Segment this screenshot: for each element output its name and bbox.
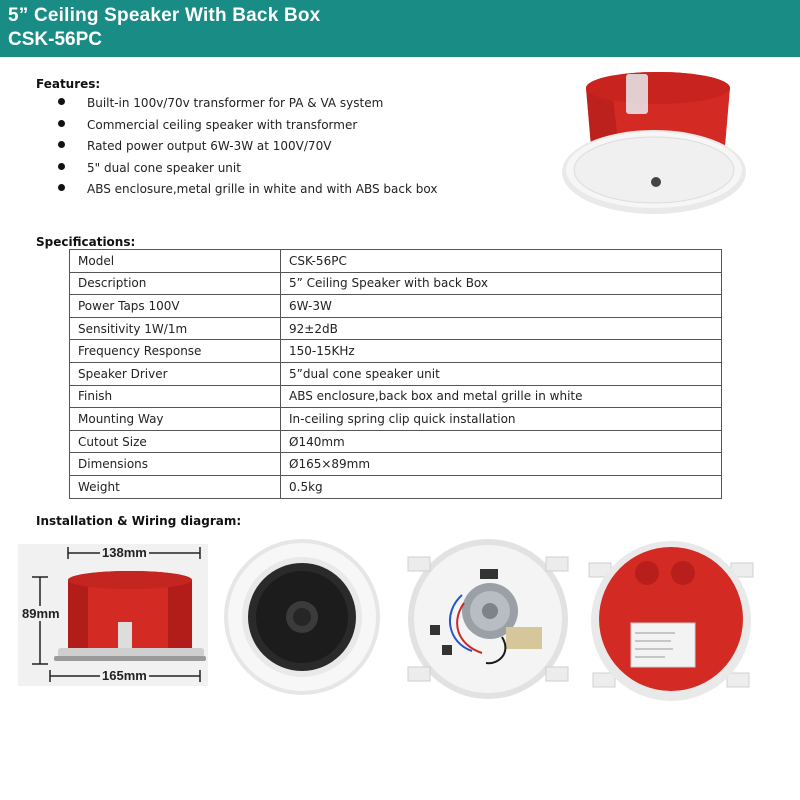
table-row <box>70 272 722 295</box>
spec-value: 6W-3W <box>281 295 722 318</box>
dimension-height: 89mm <box>22 606 60 621</box>
spec-value: ABS enclosure,back box and metal grille in white <box>281 385 722 408</box>
specifications-heading: Specifications: <box>36 235 136 249</box>
product-model: CSK-56PC <box>8 29 102 50</box>
spec-key: Power Taps 100V <box>70 295 281 318</box>
spec-key: Speaker Driver <box>70 362 281 385</box>
table-row <box>70 408 722 431</box>
spec-key: Weight <box>70 475 281 498</box>
feature-item: Rated power output 6W-3W at 100V/70V <box>58 139 437 161</box>
table-row <box>70 430 722 453</box>
speaker-backbox-image <box>585 533 757 705</box>
spec-key: Model <box>70 250 281 273</box>
spec-key: Cutout Size <box>70 430 281 453</box>
bullet-icon <box>58 120 65 127</box>
table-row <box>70 295 722 318</box>
feature-item: ABS enclosure,metal grille in white and with ABS back box <box>58 182 437 204</box>
feature-item: Built-in 100v/70v transformer for PA & VA system <box>58 96 437 118</box>
spec-value: 5” Ceiling Speaker with back Box <box>281 272 722 295</box>
dimension-width-top: 138mm <box>102 545 147 560</box>
features-heading: Features: <box>36 77 101 91</box>
feature-item: 5" dual cone speaker unit <box>58 161 437 183</box>
spec-key: Finish <box>70 385 281 408</box>
table-row <box>70 385 722 408</box>
spec-key: Description <box>70 272 281 295</box>
product-title: 5” Ceiling Speaker With Back Box <box>8 5 321 26</box>
spec-value: Ø140mm <box>281 430 722 453</box>
table-row <box>70 340 722 363</box>
spec-value: 150-15KHz <box>281 340 722 363</box>
bullet-icon <box>58 98 65 105</box>
spec-value: 5”dual cone speaker unit <box>281 362 722 385</box>
spec-key: Mounting Way <box>70 408 281 431</box>
table-row <box>70 453 722 476</box>
spec-key: Dimensions <box>70 453 281 476</box>
specifications-table <box>69 249 722 499</box>
speaker-front-image <box>222 537 382 697</box>
spec-value: In-ceiling spring clip quick installation <box>281 408 722 431</box>
installation-heading: Installation & Wiring diagram: <box>36 514 242 528</box>
table-row <box>70 250 722 273</box>
speaker-product-image <box>560 62 760 222</box>
spec-value: Ø165×89mm <box>281 453 722 476</box>
bullet-icon <box>58 184 65 191</box>
features-list <box>58 96 437 204</box>
spec-value: 92±2dB <box>281 317 722 340</box>
bullet-icon <box>58 141 65 148</box>
spec-key: Frequency Response <box>70 340 281 363</box>
dimension-diagram <box>18 544 208 686</box>
table-row <box>70 317 722 340</box>
dimension-width-bottom: 165mm <box>102 668 147 683</box>
table-row <box>70 475 722 498</box>
bullet-icon <box>58 163 65 170</box>
spec-value: 0.5kg <box>281 475 722 498</box>
spec-key: Sensitivity 1W/1m <box>70 317 281 340</box>
table-row <box>70 362 722 385</box>
spec-value: CSK-56PC <box>281 250 722 273</box>
header-banner <box>0 0 800 57</box>
feature-item: Commercial ceiling speaker with transformer <box>58 118 437 140</box>
speaker-wiring-image <box>402 533 574 705</box>
